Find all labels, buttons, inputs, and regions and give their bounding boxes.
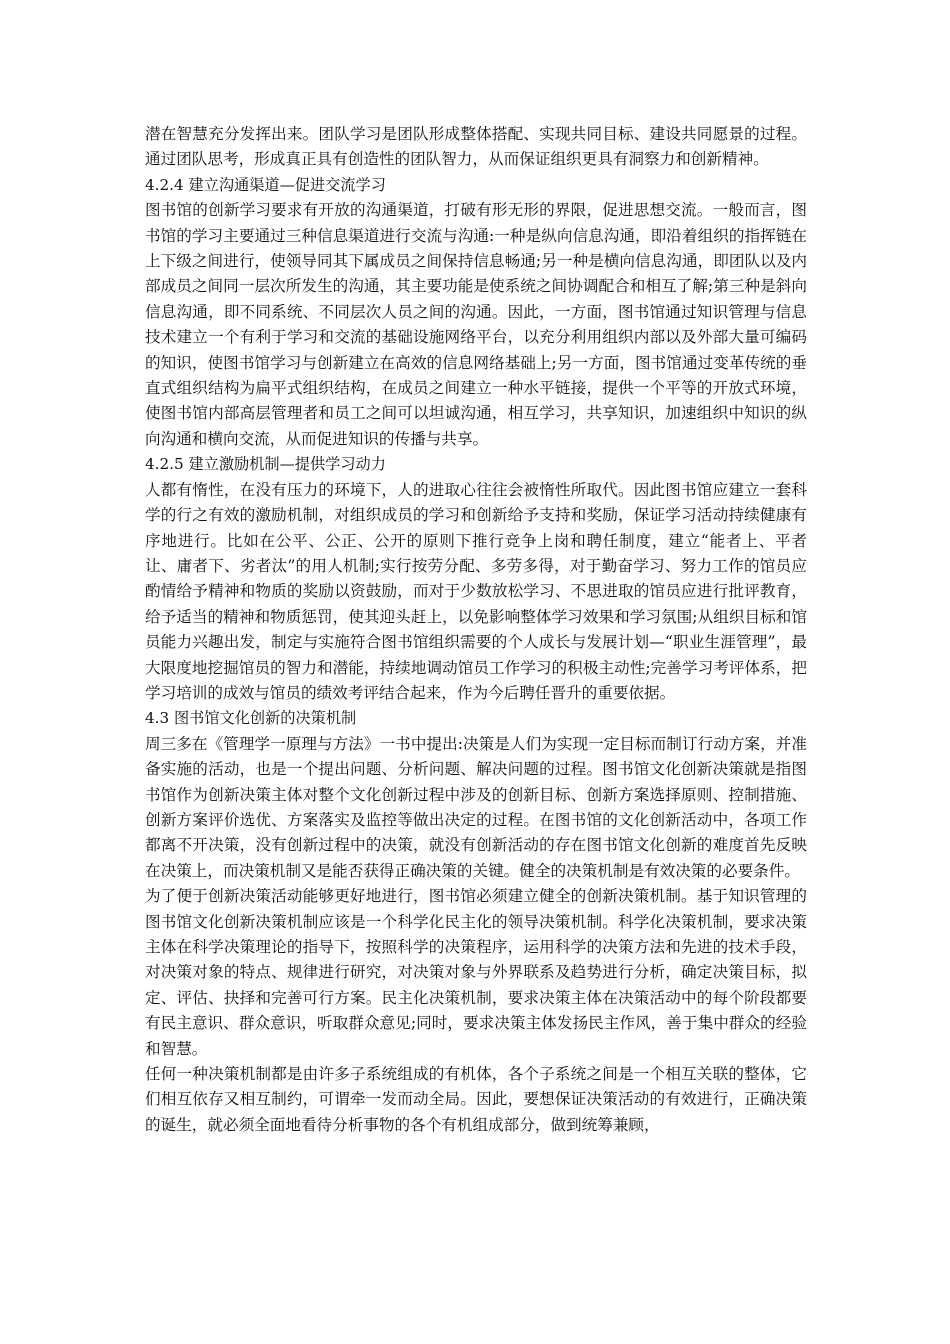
section-heading-4-3: 4.3 图书馆文化创新的决策机制 [145,709,357,728]
paragraph-incentive-mechanism: 人都有惰性，在没有压力的环境下，人的进取心往往会被惰性所取代。因此图书馆应建立一套科学的行之有效的激励机制，对组织成员的学习和创新给予支持和奖励，保证学习活动持续健康有序地进行。比如在公平、公正、公开的原则下推行竞争上岗和聘任制度，建立“能者上、平者让、庸者下、劣者汰”的用人机制;实行按劳分配、多劳多得，对于勤奋学习、努力工作的馆员应酌情给予精神和物质的奖励以资鼓励，而对于少数放松学习、不思进取的馆员应进行批评教育，给予适当的精神和物质惩罚，使其迎头赶上，以免影响整体学习效果和学习氛围;从组织目标和馆员能力兴趣出发，制定与实施符合图书馆组织需要的个人成长与发展计划—“职业生涯管理”，最大限度地挖掘馆员的智力和潜能，持续地调动馆员工作学习的积极主动性;完善学习考评体系，把学习培训的成效与馆员的绩效考评结合起来，作为今后聘任晋升的重要依据。 [145,480,807,702]
paragraph-team-learning: 潜在智慧充分发挥出来。团队学习是团队形成整体搭配、实现共同目标、建设共同愿景的过程。通过团队思考，形成真正具有创造性的团队智力，从而保证组织更具有洞察力和创新精神。 [145,125,807,169]
paragraph-decision-mechanism: 为了便于创新决策活动能够更好地进行，图书馆必须建立健全的创新决策机制。基于知识管理的图书馆文化创新决策机制应该是一个科学化民主化的领导决策机制。科学化决策机制，要求决策主体在科学决策理论的指导下，按照科学的决策程序，运用科学的决策方法和先进的技术手段，对决策对象的特点、规律进行研究，对决策对象与外界联系及趋势进行分析，确定决策目标，拟定、评估、抉择和完善可行方案。民主化决策机制，要求决策主体在决策活动中的每个阶段都要有民主意识、群众意识，听取群众意见;同时，要求决策主体发扬民主作风，善于集中群众的经验和智慧。 [145,887,807,1058]
section-heading-4-2-5: 4.2.5 建立激励机制—提供学习动力 [145,455,386,474]
paragraph-decision-system: 任何一种决策机制都是由许多子系统组成的有机体，各个子系统之间是一个相互关联的整体，它们相互依存又相互制约，可谓牵一发而动全局。因此，要想保证决策活动的有效进行，正确决策的诞生，就必须全面地看待分析事物的各个有机组成部分，做到统筹兼顾， [145,1065,807,1134]
paragraph-decision-definition: 周三多在《管理学一原理与方法》一书中提出:决策是人们为实现一定目标而制订行动方案，并准备实施的活动，也是一个提出问题、分析问题、解决问题的过程。图书馆文化创新决策就是指图书馆作为创新决策主体对整个文化创新过程中涉及的创新目标、创新方案选择原则、控制措施、创新方案评价选优、方案落实及监控等做出决定的过程。在图书馆的文化创新活动中，各项工作都离不开决策，没有创新过程中的决策，就没有创新活动的存在图书馆文化创新的难度首先反映在决策上，而决策机制又是能否获得正确决策的关键。健全的决策机制是有效决策的必要条件。 [145,734,807,880]
document-body [145,122,807,1138]
paragraph-communication-channels: 图书馆的创新学习要求有开放的沟通渠道，打破有形无形的界限，促进思想交流。一般而言，图书馆的学习主要通过三种信息渠道进行交流与沟通:一种是纵向信息沟通，即沿着组织的指挥链在上下级之间进行，使领导同其下属成员之间保持信息畅通;另一种是横向信息沟通，即团队以及内部成员之间同一层次所发生的沟通，其主要功能是使系统之间协调配合和相互了解;第三种是斜向信息沟通，即不同系统、不同层次人员之间的沟通。因此，一方面，图书馆通过知识管理与信息技术建立一个有利于学习和交流的基础设施网络平台，以充分利用组织内部以及外部大量可编码的知识，使图书馆学习与创新建立在高效的信息网络基础上;另一方面，图书馆通过变革传统的垂直式组织结构为扁平式组织结构，在成员之间建立一种水平链接，提供一个平等的开放式环境，使图书馆内部高层管理者和员工之间可以坦诚沟通，相互学习，共享知识，加速组织中知识的纵向沟通和横向交流，从而促进知识的传播与共享。 [145,201,807,448]
section-heading-4-2-4: 4.2.4 建立沟通渠道—促进交流学习 [145,175,386,194]
